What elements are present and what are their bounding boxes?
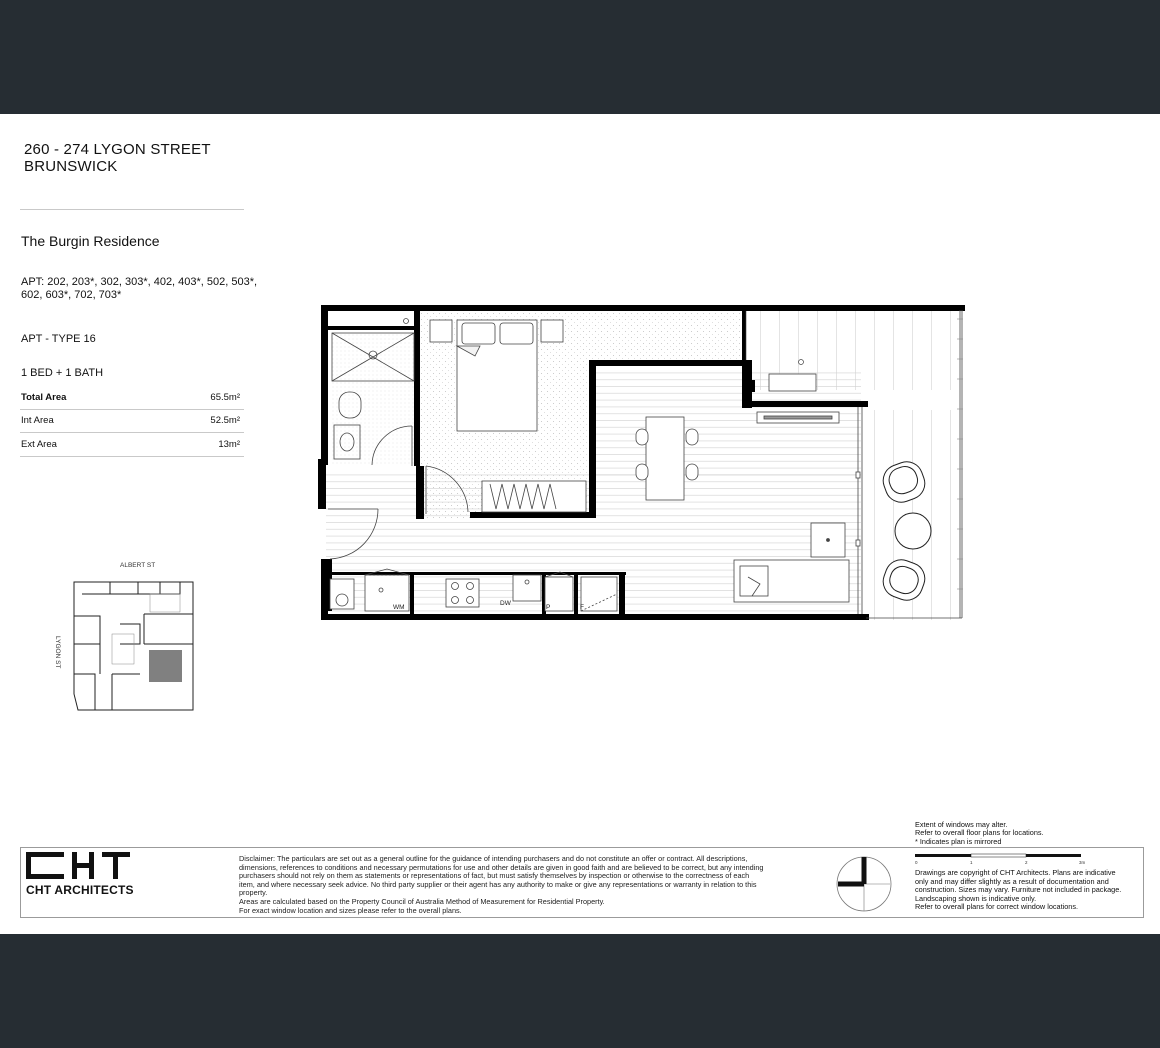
area-value: 65.5m² <box>210 391 240 403</box>
window-notes <box>915 821 1044 846</box>
cht-logo-icon <box>26 850 136 880</box>
label-wm: WM <box>393 604 405 611</box>
tv <box>764 416 832 419</box>
sofa-chaise <box>740 566 768 596</box>
note-line: construction. Sizes may vary. Furniture not included in package. <box>915 885 1122 895</box>
area-label: Total Area <box>21 391 67 403</box>
key-plan <box>50 554 210 714</box>
bed-bath-count: 1 BED + 1 BATH <box>21 367 104 379</box>
scale-bar <box>915 853 1095 867</box>
bedside-table-left <box>430 320 452 342</box>
exhaust-icon <box>404 319 409 324</box>
scale-label: 2 <box>1025 860 1028 865</box>
street-label-lygon: LYGON ST <box>54 636 61 669</box>
disclaimer-line: Disclaimer: The particulars are set out as a general outline for the guidance of intending purchasers and do not constitute an offer or contract. All descriptions, <box>239 854 748 863</box>
area-value: 52.5m² <box>210 415 240 427</box>
firm-name: CHT ARCHITECTS <box>26 883 134 897</box>
label-f: F <box>580 604 584 611</box>
label-p: P <box>546 604 551 611</box>
pillow <box>500 323 533 344</box>
residence-name: The Burgin Residence <box>21 233 160 249</box>
apartment-location <box>149 650 182 682</box>
copyright-notes <box>915 869 1140 912</box>
note-line: Extent of windows may alter. <box>915 820 1008 829</box>
note-line: Refer to overall floor plans for locations. <box>915 828 1044 838</box>
street-label-albert: ALBERT ST <box>120 562 156 569</box>
outdoor-table <box>895 513 931 549</box>
note-line: only and may differ slightly as a result of documentation and <box>915 876 1109 886</box>
fridge-space <box>581 577 617 611</box>
cooktop <box>446 579 479 607</box>
bathroom-tiles <box>330 334 415 464</box>
note-line: Drawings are copyright of CHT Architects. Plans are indicative <box>915 868 1116 877</box>
area-label: Int Area <box>21 415 54 427</box>
area-value: 13m² <box>218 438 240 450</box>
chair <box>636 429 648 445</box>
note-line: Refer to overall plans for correct window locations. <box>915 902 1079 912</box>
note-line: * Indicates plan is mirrored <box>915 836 1002 846</box>
wardrobe <box>482 481 586 512</box>
bottom-dark-band <box>0 934 1160 1048</box>
address-line-2: BRUNSWICK <box>24 158 118 175</box>
north-point-icon <box>836 855 894 913</box>
chair <box>686 429 698 445</box>
area-label: Ext Area <box>21 438 57 450</box>
chair <box>636 464 648 480</box>
disclaimer <box>239 855 779 915</box>
pillow <box>462 323 495 344</box>
scale-label: 1 <box>970 860 973 865</box>
note-line: Landscaping shown is indicative only. <box>915 893 1037 903</box>
disclaimer-line: Areas are calculated based on the Property Council of Australia Method of Measurement for Residential Property. <box>239 896 605 906</box>
ac-unit <box>769 374 816 391</box>
label-dw: DW <box>500 600 511 607</box>
disclaimer-line: dimensions, references to conditions and necessary permutations for use and other details are given in good faith and are believed to be correct, but any intending <box>239 862 764 872</box>
disclaimer-line: item, and where necessary seek advice. No third party supplier or their agent has any authority to make or give any representations or warranty in relation to this <box>239 879 757 889</box>
disclaimer-line: property. <box>239 888 268 898</box>
building-outline <box>74 582 193 710</box>
floor-plan-sheet <box>0 114 1160 934</box>
dining-table <box>646 417 684 500</box>
scale-label: 0 <box>915 860 918 865</box>
scale-label: 3m <box>1079 860 1086 865</box>
disclaimer-line: For exact window location and sizes please refer to the overall plans. <box>239 905 462 915</box>
bedside-table-right <box>541 320 563 342</box>
address-line-1: 260 - 274 LYGON STREET <box>24 141 211 158</box>
chair <box>686 464 698 480</box>
top-dark-band <box>0 0 1160 114</box>
apartment-type: APT - TYPE 16 <box>21 333 96 345</box>
apartment-list: APT: 202, 203*, 302, 303*, 402, 403*, 502, 503*, 602, 603*, 702, 703* <box>21 276 258 301</box>
kitchen-sink <box>513 575 541 601</box>
disclaimer-line: purchasers should not rely on them as statements or representations of fact, but must satisfy themselves by inspection or otherwise to the correctness of each <box>239 871 750 881</box>
